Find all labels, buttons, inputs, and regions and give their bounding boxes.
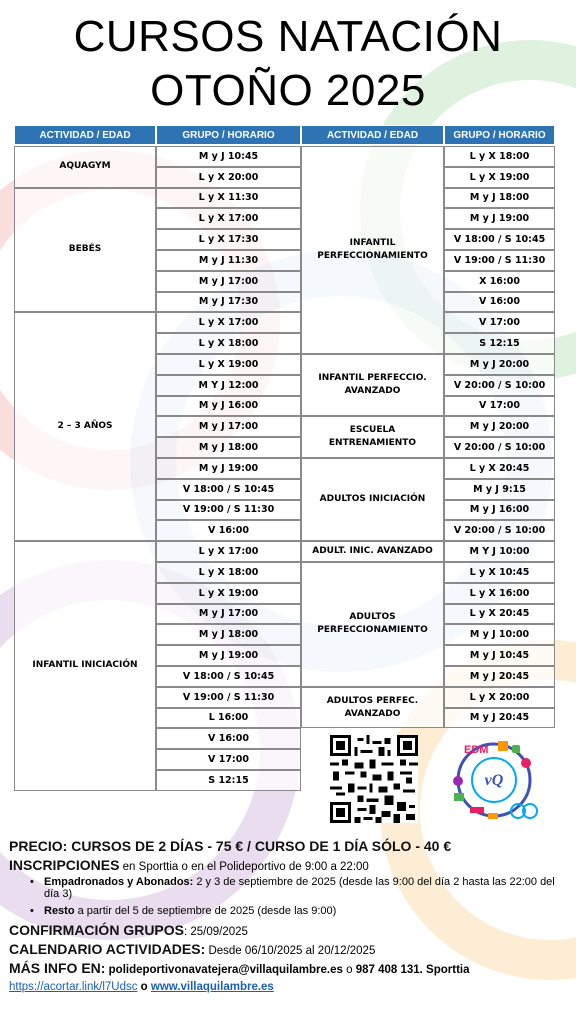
calendar-text: Desde 06/10/2025 al 20/12/2025 xyxy=(205,945,376,957)
bullet1-label: Empadronados y Abonados: xyxy=(44,876,194,888)
activity-cell-right xyxy=(301,146,444,354)
activity-cell-right xyxy=(301,458,444,541)
schedule-cell: V 16:00 xyxy=(156,520,301,541)
more-info-phone: 987 408 131. Sporttia xyxy=(355,964,470,976)
edm-logo xyxy=(446,733,542,823)
schedule-cell-right: M y J 9:15 xyxy=(444,479,555,500)
schedule-cell-right: L y X 20:45 xyxy=(444,458,555,479)
schedule-cell-right: M y J 10:00 xyxy=(444,624,555,645)
links-or: o xyxy=(137,981,151,993)
more-info-label: MÁS INFO EN: xyxy=(9,960,106,976)
schedule-cell-right: M y J 18:00 xyxy=(444,188,555,209)
activity-line1: ADULTOS xyxy=(349,612,396,623)
activity-line1: ADULTOS INICIACIÓN xyxy=(319,494,426,505)
schedule-cell: V 18:00 / S 10:45 xyxy=(156,479,301,500)
schedule-cell-right: L y X 20:45 xyxy=(444,604,555,625)
schedule-cell: M y J 19:00 xyxy=(156,645,301,666)
inscriptions-label: INSCRIPCIONES xyxy=(9,857,120,873)
more-info-or: o xyxy=(342,964,356,976)
header-group-right: GRUPO / HORARIO xyxy=(444,125,555,145)
schedule-cell: M y J 17:00 xyxy=(156,604,301,625)
header-activity-right: ACTIVIDAD / EDAD xyxy=(301,125,444,145)
activity-line1: ADULT. INIC. AVANZADO xyxy=(312,546,433,557)
activity-cell: AQUAGYM xyxy=(14,146,156,188)
schedule-cell: L y X 20:00 xyxy=(156,167,301,188)
schedule-cell: V 19:00 / S 11:30 xyxy=(156,500,301,521)
schedule-cell: M y J 19:00 xyxy=(156,458,301,479)
schedule-cell: L y X 19:00 xyxy=(156,354,301,375)
schedule-cell-right: M y J 20:00 xyxy=(444,416,555,437)
schedule-cell: V 18:00 / S 10:45 xyxy=(156,666,301,687)
activity-line1: INFANTIL PERFECCIO. xyxy=(318,373,427,384)
schedule-cell-right: L y X 10:45 xyxy=(444,562,555,583)
schedule-cell-right: V 17:00 xyxy=(444,396,555,417)
schedule-cell-right: S 12:15 xyxy=(444,333,555,354)
schedule-cell: L 16:00 xyxy=(156,708,301,729)
schedule-cell-right: M Y J 10:00 xyxy=(444,541,555,562)
header-group: GRUPO / HORARIO xyxy=(156,125,301,145)
schedule-cell-right: M y J 19:00 xyxy=(444,208,555,229)
schedule-cell: M y J 11:30 xyxy=(156,250,301,271)
activity-line2: ENTRENAMIENTO xyxy=(328,438,417,449)
schedule-cell: L y X 17:00 xyxy=(156,208,301,229)
svg-text:vQ: vQ xyxy=(484,772,504,789)
schedule-cell: L y X 17:30 xyxy=(156,229,301,250)
schedule-cell: S 12:15 xyxy=(156,770,301,791)
schedule-cell-right: V 20:00 / S 10:00 xyxy=(444,520,555,541)
schedule-table xyxy=(14,125,555,786)
logo-text: EDM xyxy=(464,744,489,756)
schedule-cell: L y X 17:00 xyxy=(156,541,301,562)
schedule-cell: M y J 10:45 xyxy=(156,146,301,167)
activity-cell: INFANTIL INICIACIÓN xyxy=(14,541,156,791)
schedule-cell: M y J 16:00 xyxy=(156,396,301,417)
activity-line1: ESCUELA xyxy=(349,425,396,436)
header-activity: ACTIVIDAD / EDAD xyxy=(14,125,156,145)
short-link[interactable]: https://acortar.link/l7Udsc xyxy=(9,981,138,993)
bullet2-text: a partir del 5 de septiembre de 2025 (desde las 9:00) xyxy=(74,905,337,917)
schedule-cell-right: L y X 18:00 xyxy=(444,146,555,167)
activity-line2: AVANZADO xyxy=(344,386,401,397)
schedule-cell: V 19:00 / S 11:30 xyxy=(156,687,301,708)
schedule-cell-right: V 20:00 / S 10:00 xyxy=(444,375,555,396)
schedule-cell: L y X 11:30 xyxy=(156,188,301,209)
schedule-cell-right: L y X 20:00 xyxy=(444,687,555,708)
schedule-cell-right: M y J 20:45 xyxy=(444,666,555,687)
schedule-cell: L y X 19:00 xyxy=(156,583,301,604)
activity-cell-right xyxy=(301,541,444,562)
schedule-cell-right: L y X 19:00 xyxy=(444,167,555,188)
schedule-cell: M y J 17:00 xyxy=(156,271,301,292)
schedule-cell: V 17:00 xyxy=(156,749,301,770)
inscriptions-text: en Sporttia o en el Polideportivo de 9:00 a 22:00 xyxy=(119,861,369,873)
activity-line2: AVANZADO xyxy=(344,708,401,719)
confirmation-label: CONFIRMACIÓN GRUPOS xyxy=(9,922,184,938)
activity-line1: ADULTOS PERFEC. xyxy=(326,695,419,706)
schedule-cell-right: M y J 10:45 xyxy=(444,645,555,666)
schedule-cell: M Y J 12:00 xyxy=(156,375,301,396)
activity-line1: INFANTIL xyxy=(349,238,396,248)
schedule-cell: L y X 17:00 xyxy=(156,312,301,333)
price-line: PRECIO: CURSOS DE 2 DÍAS - 75 € / CURSO DE 1 DÍA SÓLO - 40 € xyxy=(9,838,452,854)
schedule-cell: M y J 17:00 xyxy=(156,416,301,437)
calendar-label: CALENDARIO ACTIVIDADES: xyxy=(9,941,206,957)
schedule-cell: V 16:00 xyxy=(156,728,301,749)
schedule-cell-right: X 16:00 xyxy=(444,271,555,292)
schedule-cell-right: M y J 20:00 xyxy=(444,354,555,375)
more-info-email[interactable]: polideportivonavatejera@villaquilambre.es xyxy=(105,964,343,976)
activity-line2: PERFECCIONAMIENTO xyxy=(317,251,428,261)
page-title-line2: OTOÑO 2025 xyxy=(150,66,426,115)
schedule-cell: M y J 18:00 xyxy=(156,437,301,458)
bullet2-label: Resto xyxy=(44,905,75,917)
activity-cell: BEBÉS xyxy=(14,188,156,313)
activity-cell-right xyxy=(301,354,444,416)
page-title-line1: CURSOS NATACIÓN xyxy=(73,12,503,61)
activity-cell-right xyxy=(301,562,444,687)
activity-cell-right xyxy=(301,687,444,729)
schedule-cell: L y X 18:00 xyxy=(156,562,301,583)
confirmation-text: : 25/09/2025 xyxy=(184,926,248,938)
schedule-cell-right: M y J 16:00 xyxy=(444,500,555,521)
schedule-cell: L y X 18:00 xyxy=(156,333,301,354)
schedule-cell-right: M y J 20:45 xyxy=(444,708,555,729)
schedule-cell-right: V 17:00 xyxy=(444,312,555,333)
qr-code xyxy=(330,735,418,823)
activity-cell: 2 – 3 AÑOS xyxy=(14,312,156,541)
bullet1-text: 2 y 3 de septiembre de 2025 (desde las 9:00 del día 2 hasta las 22:00 del día 3) xyxy=(44,876,555,900)
schedule-cell: M y J 18:00 xyxy=(156,624,301,645)
schedule-cell-right: V 18:00 / S 10:45 xyxy=(444,229,555,250)
schedule-cell-right: V 16:00 xyxy=(444,292,555,313)
website-link[interactable]: www.villaquilambre.es xyxy=(150,981,274,993)
schedule-cell: M y J 17:30 xyxy=(156,292,301,313)
schedule-cell-right: V 20:00 / S 10:00 xyxy=(444,437,555,458)
schedule-cell-right: V 19:00 / S 11:30 xyxy=(444,250,555,271)
activity-line2: PERFECCIONAMIENTO xyxy=(317,625,428,636)
activity-cell-right xyxy=(301,416,444,458)
schedule-cell-right: L y X 16:00 xyxy=(444,583,555,604)
